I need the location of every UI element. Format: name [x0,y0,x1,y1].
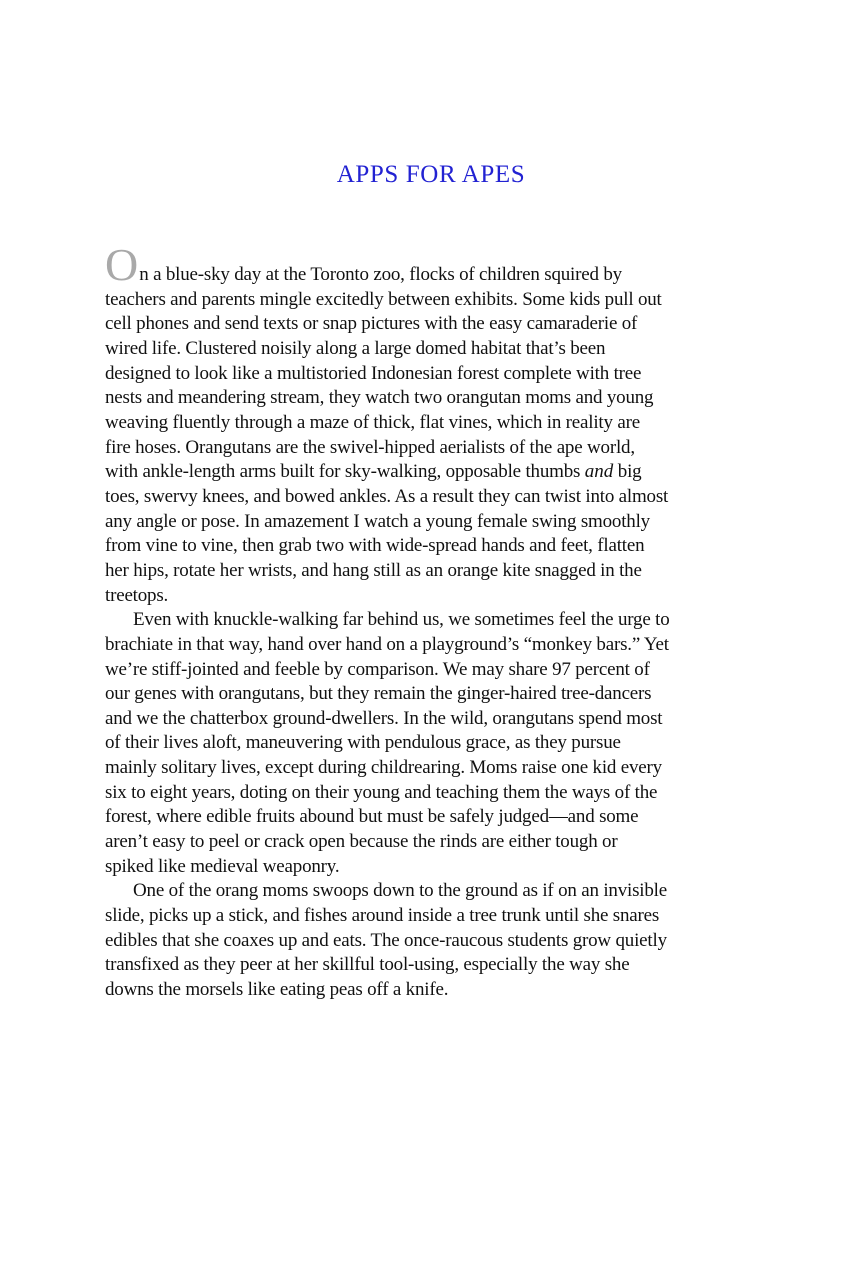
text-line: One of the orang moms swoops down to the ground as if on an invisible [133,880,667,902]
text-line: cell phones and send texts or snap pictures with the easy camaraderie of [105,313,638,335]
text-line: of their lives aloft, maneuvering with pendulous grace, as they pursue [105,732,621,754]
text-line: brachiate in that way, hand over hand on a playground’s “monkey bars.” Yet [105,633,669,655]
text-line: slide, picks up a stick, and fishes around inside a tree trunk until she snares [105,905,660,927]
text-line: downs the morsels like eating peas off a knife. [105,979,449,1001]
text-line: edibles that she coaxes up and eats. The once-raucous students grow quietly [105,929,667,951]
text-line: any angle or pose. In amazement I watch a young female swing smoothly [105,510,650,532]
text-line: mainly solitary lives, except during childrearing. Moms raise one kid every [105,757,662,779]
text-line: fire hoses. Orangutans are the swivel-hipped aerialists of the ape world, [105,436,635,458]
text-line: transfixed as they peer at her skillful tool-using, especially the way she [105,954,630,976]
chapter-title: APPS FOR APES [336,161,526,188]
text-line: Even with knuckle-walking far behind us, we sometimes feel the urge to [133,609,670,631]
text-line: we’re stiff-jointed and feeble by comparison. We may share 97 percent of [105,658,650,680]
text-line: wired life. Clustered noisily along a large domed habitat that’s been [105,337,606,359]
text-line: six to eight years, doting on their young and teaching them the ways of the [105,781,658,803]
initial-cap: O [105,239,139,290]
paragraph [105,608,757,879]
article-body [105,239,757,1003]
book-page [0,160,862,1003]
text-line: weaving fluently through a maze of thick, flat vines, which in reality are [105,411,640,433]
text-line: spiked like medieval weaponry. [105,855,340,877]
paragraph [105,879,757,1002]
text-line: toes, swervy knees, and bowed ankles. As a result they can twist into almost [105,485,669,507]
text-line: forest, where edible fruits abound but must be safely judged—and some [105,806,639,828]
text-line: nests and meandering stream, they watch two orangutan moms and young [105,387,654,409]
text-line: designed to look like a multistoried Indonesian forest complete with tree [105,362,642,384]
text-line: and we the chatterbox ground-dwellers. In the wild, orangutans spend most [105,707,663,729]
text-line: from vine to vine, then grab two with wide-spread hands and feet, flatten [105,535,645,557]
text-line: treetops. [105,584,169,606]
text-line: our genes with orangutans, but they remain the ginger-haired tree-dancers [105,683,652,705]
text-line: On a blue-sky day at the Toronto zoo, flocks of children squired by [105,239,622,290]
text-line: her hips, rotate her wrists, and hang still as an orange kite snagged in the [105,559,642,581]
text-line: with ankle-length arms built for sky-walking, opposable thumbs and big [105,461,642,483]
paragraph [105,239,757,608]
text-line: aren’t easy to peel or crack open because the rinds are either tough or [105,831,618,853]
text-line: teachers and parents mingle excitedly between exhibits. Some kids pull out [105,288,662,310]
